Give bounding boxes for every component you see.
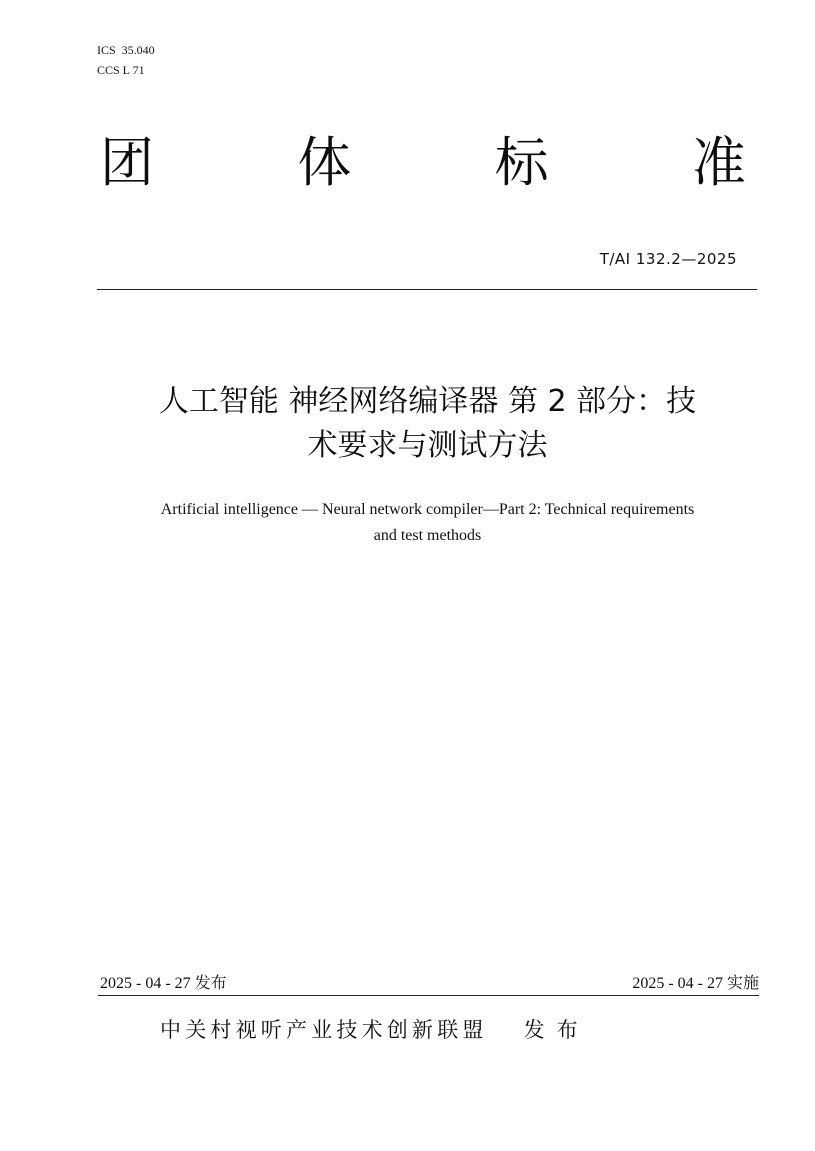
publisher-line bbox=[160, 1014, 590, 1046]
chinese-title-line: 人工智能 神经网络编译器 第 2 部分：技 bbox=[158, 384, 697, 419]
standard-type-heading bbox=[100, 128, 746, 198]
implementation-date: 2025 - 04 - 27 实施 bbox=[632, 975, 759, 992]
standard-type-char: 标 bbox=[494, 131, 549, 194]
publisher-name: 中关村视听产业技术创新联盟 bbox=[160, 1018, 488, 1042]
issue-date: 2025 - 04 - 27 发布 bbox=[100, 975, 227, 992]
chinese-title-line: 术要求与测试方法 bbox=[307, 428, 548, 463]
standard-type-char: 准 bbox=[691, 131, 746, 194]
standard-type-char: 体 bbox=[297, 131, 352, 194]
chinese-title bbox=[100, 380, 755, 468]
ccs-code: CCS L 71 bbox=[97, 63, 145, 77]
ics-code: ICS 35.040 bbox=[97, 43, 155, 57]
footer-divider bbox=[98, 995, 759, 996]
english-title-line: Artificial intelligence — Neural network compiler—Part 2: Technical requirements bbox=[160, 501, 695, 518]
classification-codes bbox=[97, 40, 155, 80]
publisher-action: 发布 bbox=[523, 1018, 590, 1042]
standard-type-char: 团 bbox=[100, 131, 154, 194]
english-title-line: and test methods bbox=[373, 527, 482, 544]
english-title bbox=[100, 497, 755, 549]
header-divider bbox=[97, 289, 757, 290]
standard-number: T/AI 132.2—2025 bbox=[599, 250, 737, 268]
date-row bbox=[98, 972, 759, 996]
